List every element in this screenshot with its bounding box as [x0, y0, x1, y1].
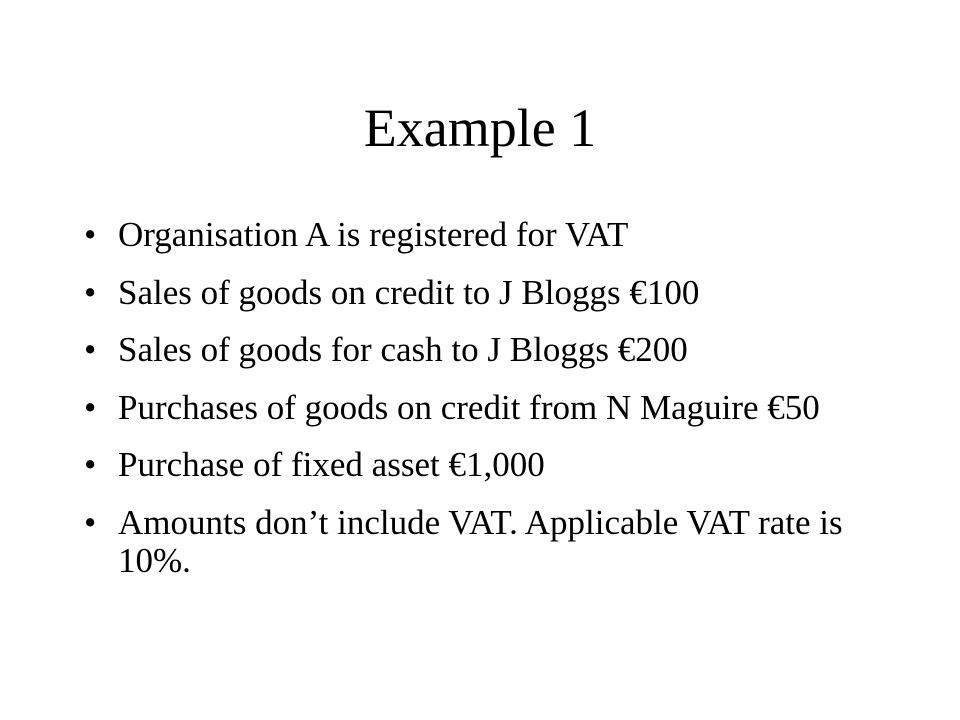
bullet-item	[84, 389, 874, 427]
bullet-marker: •	[84, 272, 97, 312]
bullet-text: Purchases of goods on credit from N Maguire €50	[118, 387, 820, 427]
bullet-text: Amounts don’t include VAT. Applicable VAT rate is 10%.	[118, 502, 843, 580]
bullet-item	[84, 504, 874, 580]
bullet-marker: •	[84, 330, 97, 369]
bullet-text: Purchase of fixed asset €1,000	[118, 445, 545, 484]
bullet-item	[84, 446, 874, 484]
bullet-item	[84, 216, 874, 254]
bullet-item	[84, 274, 874, 312]
bullet-marker: •	[84, 445, 97, 484]
bullet-text: Organisation A is registered for VAT	[118, 215, 629, 254]
bullet-item	[84, 331, 874, 369]
bullet-marker: •	[84, 215, 97, 254]
bullet-text: Sales of goods for cash to J Bloggs €200	[118, 330, 688, 369]
bullet-list	[84, 216, 874, 599]
slide-title: Example 1	[363, 98, 597, 158]
bullet-text: Sales of goods on credit to J Bloggs €100	[118, 272, 700, 312]
bullet-marker: •	[84, 387, 97, 427]
bullet-marker: •	[84, 502, 97, 542]
